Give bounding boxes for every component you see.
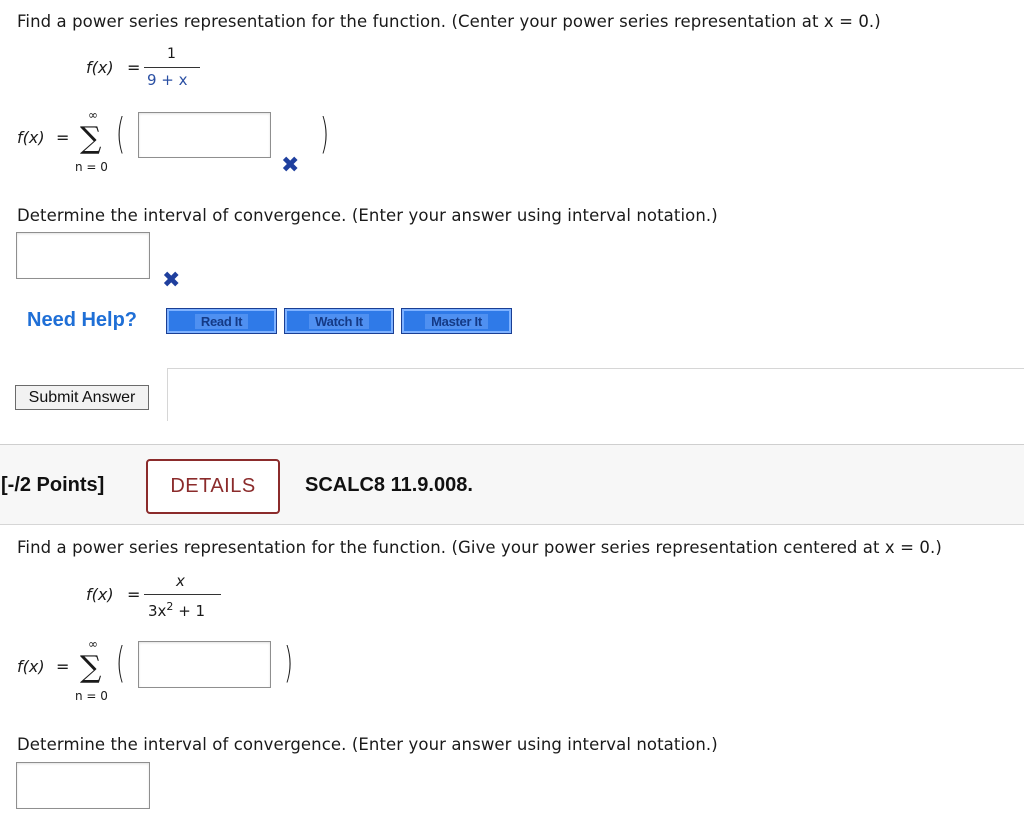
header-bottom-divider <box>0 524 1024 525</box>
q2-denominator-rest: + 1 <box>173 602 206 620</box>
read-it-button[interactable] <box>166 308 277 334</box>
q1-series-input[interactable] <box>138 112 271 158</box>
q1-fraction-bar <box>144 67 200 68</box>
watch-it-label: Watch It <box>309 314 369 329</box>
q2-fraction-bar <box>144 594 221 595</box>
q2-prompt: Find a power series representation for the function. (Give your power series representation centered at x = 0.) <box>17 538 942 557</box>
q2-points: [-/2 Points] <box>1 474 105 496</box>
q2-close-paren: ) <box>284 638 294 687</box>
q1-denominator: 9 + x <box>147 71 188 89</box>
q2-sum-lower-limit: n = 0 <box>75 689 108 703</box>
q1-sum-upper-limit: ∞ <box>88 108 98 122</box>
q2-function-label: f(x) <box>86 585 114 604</box>
q2-series-input[interactable] <box>138 641 271 688</box>
sigma-icon: ∑ <box>80 121 102 156</box>
q1-close-paren: ) <box>320 109 330 158</box>
read-it-label: Read It <box>195 314 248 329</box>
incorrect-x-icon: ✖ <box>281 153 300 178</box>
q2-equals: = <box>127 585 141 604</box>
q1-numerator: 1 <box>167 46 176 62</box>
incorrect-x-icon: ✖ <box>162 268 181 293</box>
q2-problem-code: SCALC8 11.9.008. <box>305 474 473 496</box>
submit-answer-button[interactable]: Submit Answer <box>15 385 149 410</box>
q2-sum-function-label: f(x) <box>17 657 45 676</box>
details-button[interactable]: DETAILS <box>146 459 280 514</box>
q2-open-paren: ( <box>116 638 126 687</box>
q2-denominator-base: 3x <box>148 602 167 620</box>
q1-function-label: f(x) <box>86 58 114 77</box>
q2-interval-input[interactable] <box>16 762 150 809</box>
q2-denominator-exponent: 2 <box>166 600 174 613</box>
q1-open-paren: ( <box>116 109 126 158</box>
q1-sum-lower-limit: n = 0 <box>75 160 108 174</box>
submit-panel-left-border <box>167 368 168 421</box>
master-it-label: Master It <box>425 314 488 329</box>
q1-equals: = <box>127 58 141 77</box>
master-it-button[interactable] <box>401 308 512 334</box>
q1-prompt: Find a power series representation for the function. (Center your power series representation at x = 0.) <box>17 12 881 31</box>
watch-it-button[interactable] <box>284 308 394 334</box>
q1-sum-function-label: f(x) <box>17 128 45 147</box>
q1-interval-input[interactable] <box>16 232 150 279</box>
submit-panel-top-border <box>167 368 1024 369</box>
q2-sum-equals: = <box>56 657 70 676</box>
q2-interval-prompt: Determine the interval of convergence. (Enter your answer using interval notation.) <box>17 735 718 754</box>
q1-sum-equals: = <box>56 128 70 147</box>
q2-numerator: x <box>176 572 185 590</box>
q2-denominator <box>148 600 205 620</box>
sigma-icon: ∑ <box>80 650 102 685</box>
need-help-label: Need Help? <box>27 309 138 331</box>
q1-interval-prompt: Determine the interval of convergence. (Enter your answer using interval notation.) <box>17 206 718 225</box>
q2-sum-upper-limit: ∞ <box>88 637 98 651</box>
